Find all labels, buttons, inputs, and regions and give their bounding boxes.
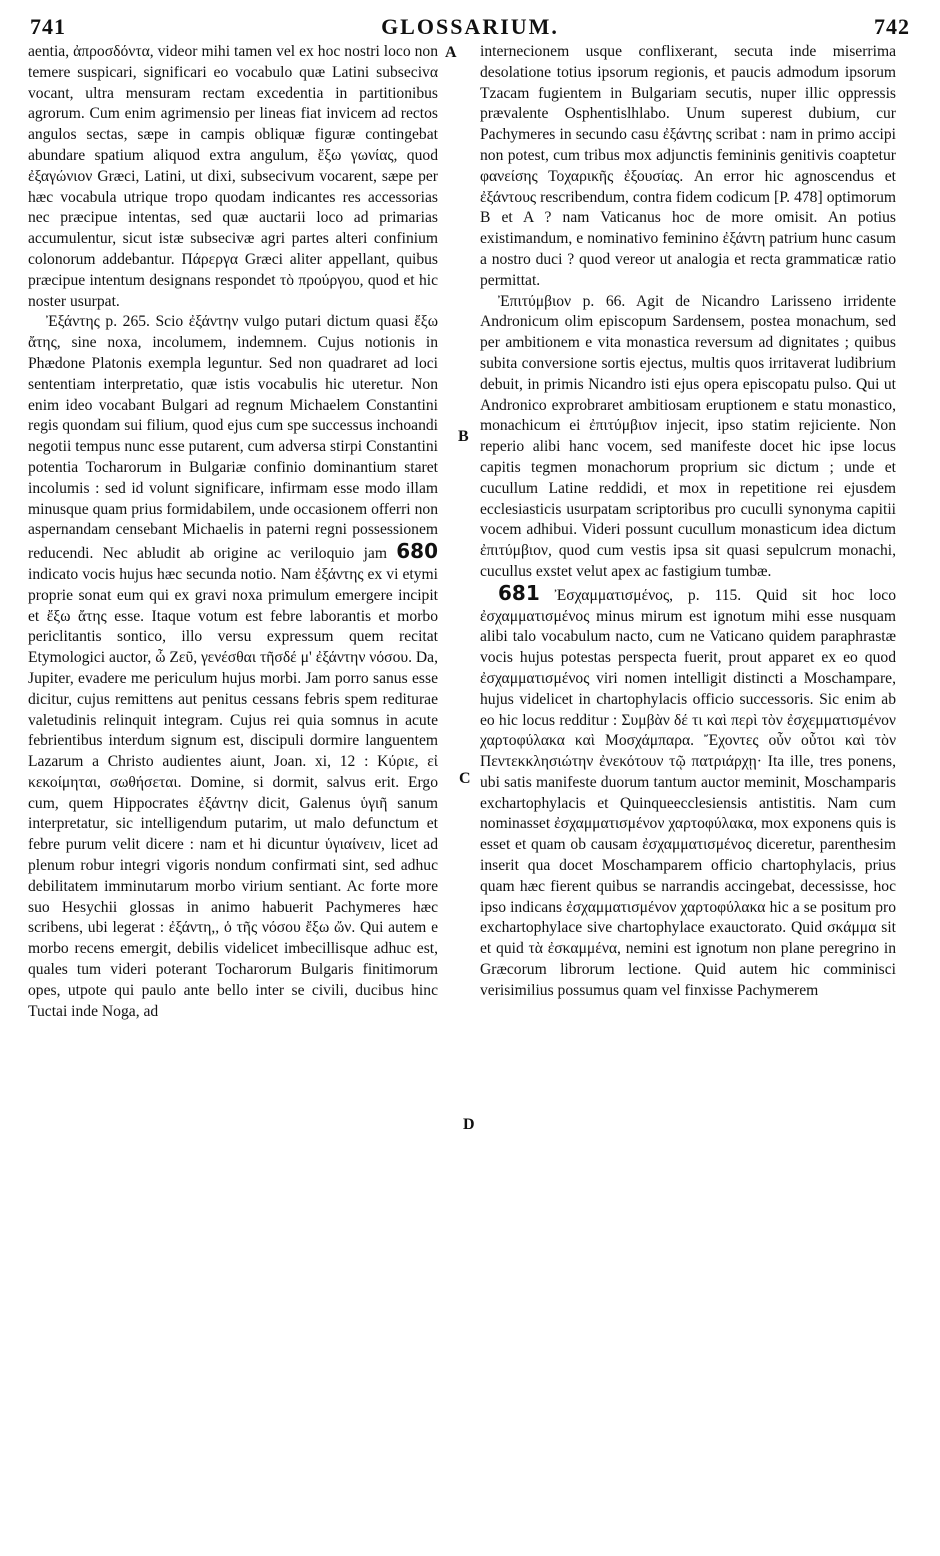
column-number-681: 681: [498, 580, 540, 605]
page-header: [30, 14, 910, 44]
right-paragraph-1: internecionem usque conflixerant, secuta inde miserrima desolatione totius ipsorum regionis, et paucis admodum ipsorum Tzacam fugientem in Bulgariam secutis, nuper illic oppressis prævalente Osphentislhlabo. Unum superest dubium, cur Pachymeres in secundo casu ἐξάντης scribat : nam in primo accipi non potest, cum tribus mox adjunctis femininis genitivis coaptetur φανείσης Τοχαρικῆς ἐξουσίας. An error hic agnoscendus et ἐξάντους rescribendum, contra fidem codicum [P. 478] optimorum B et A ? nam Vaticanus hoc de more omisit. An potius existimandum, e nominativo feminino ἐξάντη patrium hunc casum a nostro duci ? quod vereor ut analogia et recta grammaticæ ratio permittat.: [480, 43, 896, 289]
margin-marker-d: D: [463, 1116, 475, 1133]
page-number-left: 741: [30, 14, 66, 39]
margin-marker-b: B: [458, 428, 469, 445]
margin-marker-c: C: [459, 770, 471, 787]
margin-marker-a: A: [445, 44, 457, 61]
entry-eschammatismenos-text: Ἐσχαμματισμένος, p. 115. Quid sit hoc loco ἐσχαμματισμένος minus mirum est ignotum mihi esse nusquam alibi talo vocabulum nacto, cum ne Vaticano quidem paraphrastæ vocis hujus potestas perspecta fuerit, prout apparet ex eo quod ἐσχαμματισμένος viri nomen intelligit distincti a Moschampare, hujus videlicet in chartophylacis officio successoris. Sic enim ab eo hic locus redditur : Συμβὰν δέ τι καὶ περὶ τὸν ἐσχεμματισμένον χαρτοφύλακα καὶ Μοσχάμπαρα. Ἔχοντες οὖν οὗτοι καὶ τὸν Πεντεκκλησιώτην ἐνεκότουν τῷ πατριάρχῃ· Ita ille, tres ponens, ubi satis manifeste duorum tantum auctor meminit, Moschamparis exchartophylacis et Quinqueecclesiensis antistitis. Nam cum nominasset ἐσχαμματισμένον χαρτοφύλακα, mox exponens quis is esset et quam ob causam ἐσχαμματισμένος diceretur, parenthesim inserit qua docet Moschamparem officio chartophylacis, prius quam hæc fierent quibus se narrandis accingebat, decessisse, hoc ipso indicans ἐσχαμματισμένον χαρτοφύλακα hic a se positum pro exchartophylace sive chartophylace exauctorato. Quid σκάμμα sit et quid τὰ ἐσκαμμένα, nemini est ignotum non plane peregrino in Græcorum librorum lectione. Quid autem hic comminisci verisimilius possumus quam vel finxisse Pachymerem: [480, 586, 896, 999]
left-paragraph-1: aentia, ἀπροσδόντα, videor mihi tamen vel ex hoc nostri loco non temere suspicari, significari eo vocabulo quæ Latini subsecivα vocant, ultra mensuram rectam excedentia in partitionibus agrorum. Cum enim agrimensio per lineas fiat invicem ad rectos angulos sectas, sæpe in campis obliquæ figuræ contingebat abundare spatium aliquod extra angulum, ἔξω γωνίας, quod ἐξαγώνιον Græci, Latini, ut dixi, subsecivum vocarent, sæpe per hæc vocabula utrique tropo quodam indicantes res accessorias nec præcipue intentas, sed quæ auctarii loco ad primarias accumulentur, sicut istæ subsecivæ agri partes alteri confinium colonorum addebantur. Πάρεργα Græci aliter appellant, quibus præcipue intentum designans respondet τὸ προύργου, quod et hic noster usurpat.: [28, 43, 438, 310]
right-paragraph-2: Ἐπιτύμβιον p. 66. Agit de Nicandro Larisseno irridente Andronicum olim episcopum Sardensem, postea monachum, sed per ambitionem e vita monastica reversum ad dignitates ; quibus subita conversione sortis ejectus, multis quos irritaverat ludibrium debuit, in primis Nicandro isti ejus opera episcopatu pulso. Qui ut Andronico exprobraret ambitiosam eruptionem e statu monastico, monachicum ei ἐπιτύμβιον injecit, ipso statim rejiciente. Non reperio alibi hanc vocem, sed manifeste docet hic ipse locus capitis tegmen monachorum proprium sic dictum ; unde et cucullum Latine reddidi, et mox in repetitione rei ejusdem ecclesiasticis usurpatam scriptoribus pro cuculli synonyma capitii vocem adhibui. Videri possunt cucullum monasticum idea dictum ἐπιτύμβιον, quod cum vestis ipsa sit quasi sepulcrum monachi, cucullus exstet velut apex ac fastigium tumbæ.: [480, 292, 896, 580]
running-title: GLOSSARIUM.: [381, 14, 559, 39]
left-column: [28, 42, 438, 1022]
entry-exantes-continued: indicato vocis hujus hæc secunda notio. Nam ἐξάντης ex vi etymi proprie sonat eum qui ex gravi noxa primulum emergere incipit et ἔξω ἄτης esse. Itaque votum est febre laborantis et morbo periclitantis sontico, illo versu expressum quem recitat Etymologici auctor, ὦ Ζεῦ, γενέσθαι τῆσδέ μ' ἐξάντην νόσου. Da, Jupiter, evadere me periculum hujus morbi. Jam porro sanus esse dicitur, cujus remittens aut penitus cessans febris spem rediturae valetudinis relinquit integram. Cujus rei quia somnus in acute febrientibus interdum signum est, discipuli dormire languentem Lazarum a Christo audientes aiunt, Joan. xi, 12 : Κύριε, εἰ κεκοίμηται, σωθήσεται. Domine, si dormit, salvus erit. Ergo cum, quem Hippocrates ἐξάντην dicit, Galenus ὑγιῆ sanum interpretatur, sic intelligendum putarim, ut malo defunctum et febre purum velit dicere : nam et hi dicuntur ὑγιαίνειν, licet ad plenum robur integri vigoris nondum confirmati sint, sed adhuc debilitatem imminutarum morbo virium sentiant. Ac forte more suo Hesychii glossas in animo habuerit Pachymeres hæc scribens, ubi legerat : ἐξάντη,, ὁ τῆς νόσου ἔξω ὤν. Qui autem e morbo recens emergit, debilis videlicet imbecillisque adhuc est, quales tum videri poterant Tocharorum Bulgaris finitimorum opes, utpote qui paulo ante bello inter se civili, ducibus hinc Tuctai inde Noga, ad: [28, 565, 438, 1020]
right-paragraph-3: [480, 580, 896, 1002]
column-number-680: 680: [396, 539, 438, 564]
left-paragraph-2: [28, 312, 438, 1022]
right-column: [480, 42, 896, 1002]
entry-exantes-text: Ἐξάντης p. 265. Scio ἐξάντην vulgo putari dictum quasi ἔξω ἄτης, sine noxa, incolumem, indemnem. Cujus notionis in Phædone Platonis exempla leguntur. Sed non quadraret ad loci sententiam interpretatio, quæ istis vocabulis hic uteretur. Non enim ideo vocabant Bulgari ad regnum Michaelem Constantini regis quondam sui filium, quod ejus cum spe successus inchoandi negotii tempus nunc esse putarent, cum adversa stirpi Constantini potentia Tocharorum in Bulgariæ confinio dominantium staret incolumis : sed id volunt significare, infirmam esse modo illam minusque quam prius formidabilem, unde occasionem offerri non aspernandam censebant Michaelis in paterni regni possessionem reducendi. Nec abludit ab origine ac veriloquio jam: [28, 313, 438, 563]
page-number-right: 742: [874, 14, 910, 39]
